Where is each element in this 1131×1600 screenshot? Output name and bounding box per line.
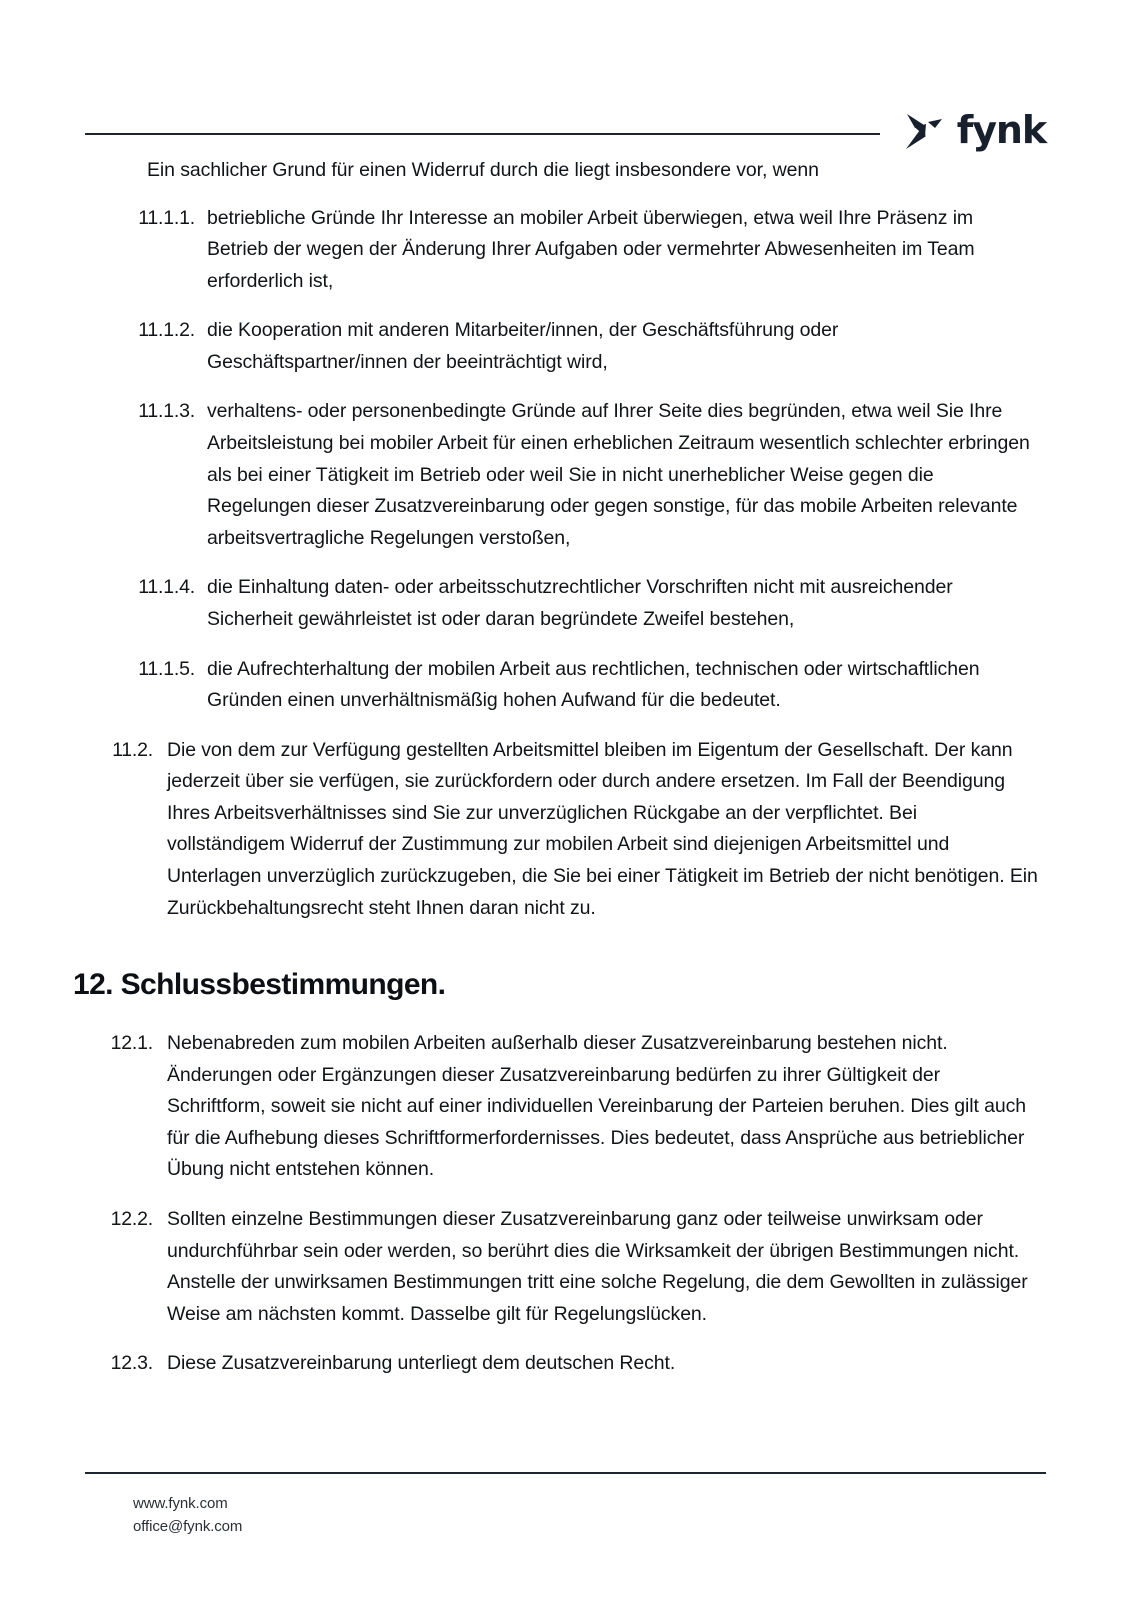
clause-number: 12.3. bbox=[110, 1352, 153, 1375]
brand-name: fynk bbox=[956, 108, 1046, 152]
clause-number: 11.1.5. bbox=[138, 657, 195, 680]
clause-number: 11.1.4. bbox=[138, 576, 195, 599]
clause-text: Diese Zusatzvereinbarung unterliegt dem deutschen Recht. bbox=[167, 1352, 676, 1375]
page-footer bbox=[85, 1472, 1046, 1539]
footer-contact bbox=[133, 1492, 1046, 1539]
clause-number: 11.1.3. bbox=[138, 400, 195, 423]
clause-number: 11.1.1. bbox=[138, 206, 195, 229]
clause-number: 12.2. bbox=[110, 1208, 153, 1231]
clause-text: die Aufrechterhaltung der mobilen Arbeit aus rechtlichen, technischen oder wirtschaftlichen Gründen einen unverhältnismäßig hohen Aufwand für die bedeutet. bbox=[207, 657, 980, 712]
page-header bbox=[85, 108, 1046, 160]
clause-11-2 bbox=[85, 735, 1046, 924]
clause-number: 12.1. bbox=[110, 1032, 153, 1055]
fynk-bird-logo-icon bbox=[902, 108, 948, 152]
lead-paragraph: Ein sachlicher Grund für einen Widerruf durch die liegt insbesondere vor, wenn bbox=[147, 159, 819, 181]
brand-logo bbox=[902, 108, 1046, 152]
clause-11-1-5 bbox=[85, 654, 1046, 717]
document-body bbox=[0, 155, 1131, 1398]
clause-12-3 bbox=[85, 1348, 1046, 1380]
clause-text: betriebliche Gründe Ihr Interesse an mobiler Arbeit überwiegen, etwa weil Ihre Präsenz im Betrieb der wegen der Änderung Ihrer Aufgaben oder vermehrter Abwesenheiten im Team erforderlich ist, bbox=[207, 206, 975, 292]
clause-11-1-4 bbox=[85, 572, 1046, 635]
clause-text: Die von dem zur Verfügung gestellten Arbeitsmittel bleiben im Eigentum der Gesellschaft. Der kann jederzeit über sie verfügen, sie zurückfordern oder durch andere ersetzen. Im Fall der Beendigung Ihres Arbeitsverhältnisses sind Sie zur unverzüglichen Rückgabe an der verpflichtet. Bei vollständigem Widerruf der Zustimmung zur mobilen Arbeit sind diejenigen Arbeitsmittel und Unterlagen unverzüglich zurückzugeben, die Sie bei einer Tätigkeit im Betrieb der nicht benötigen. Ein Zurückbehaltungsrecht steht Ihnen daran nicht zu. bbox=[167, 738, 1038, 919]
header-divider bbox=[85, 133, 880, 135]
footer-divider bbox=[85, 1472, 1046, 1474]
clause-11-1-3 bbox=[85, 396, 1046, 554]
clause-11-1-2 bbox=[85, 315, 1046, 378]
footer-email-link[interactable]: office@fynk.com bbox=[133, 1517, 243, 1535]
clause-text: die Einhaltung daten- oder arbeitsschutzrechtlicher Vorschriften nicht mit ausreichender Sicherheit gewährleistet ist oder daran begründete Zweifel bestehen, bbox=[207, 576, 953, 630]
clause-text: Sollten einzelne Bestimmungen dieser Zusatzvereinbarung ganz oder teilweise unwirksam oder undurchführbar sein oder werden, so berührt dies die Wirksamkeit der übrigen Bestimmungen nicht. Anstelle der unwirksamen Bestimmungen tritt eine solche Regelung, die dem Gewollten in zulässiger Weise am nächsten kommt. Dasselbe gilt für Regelungslücken. bbox=[167, 1208, 1028, 1325]
clause-number: 11.1.2. bbox=[138, 319, 195, 342]
section-heading-12: 12. Schlussbestimmungen. bbox=[73, 968, 446, 1002]
clause-number: 11.2. bbox=[112, 738, 153, 761]
footer-website-link[interactable]: www.fynk.com bbox=[133, 1494, 228, 1512]
clause-11-1-1 bbox=[85, 203, 1046, 298]
clause-12-1 bbox=[85, 1028, 1046, 1186]
clause-text: die Kooperation mit anderen Mitarbeiter/innen, der Geschäftsführung oder Geschäftspartner/innen der beeinträchtigt wird, bbox=[207, 319, 839, 373]
clause-12-2 bbox=[85, 1204, 1046, 1330]
clause-text: verhaltens- oder personenbedingte Gründe auf Ihrer Seite dies begründen, etwa weil Sie Ihre Arbeitsleistung bei mobiler Arbeit für einen erheblichen Zeitraum wesentlich schlechter erbringen als bei einer Tätigkeit im Betrieb oder weil Sie in nicht unerheblicher Weise gegen die Regelungen dieser Zusatzvereinbarung oder gegen sonstige, für das mobile Arbeiten relevante arbeitsvertragliche Regelungen verstoßen, bbox=[207, 400, 1030, 549]
clause-text: Nebenabreden zum mobilen Arbeiten außerhalb dieser Zusatzvereinbarung bestehen nicht. Änderungen oder Ergänzungen dieser Zusatzvereinbarung bedürfen zu ihrer Gültigkeit der Schriftform, soweit sie nicht auf einer individuellen Vereinbarung der Parteien beruhen. Dies gilt auch für die Aufhebung dieses Schriftformerfordernisses. Dies bedeutet, dass Ansprüche aus betrieblicher Übung nicht entstehen können. bbox=[167, 1032, 1027, 1181]
